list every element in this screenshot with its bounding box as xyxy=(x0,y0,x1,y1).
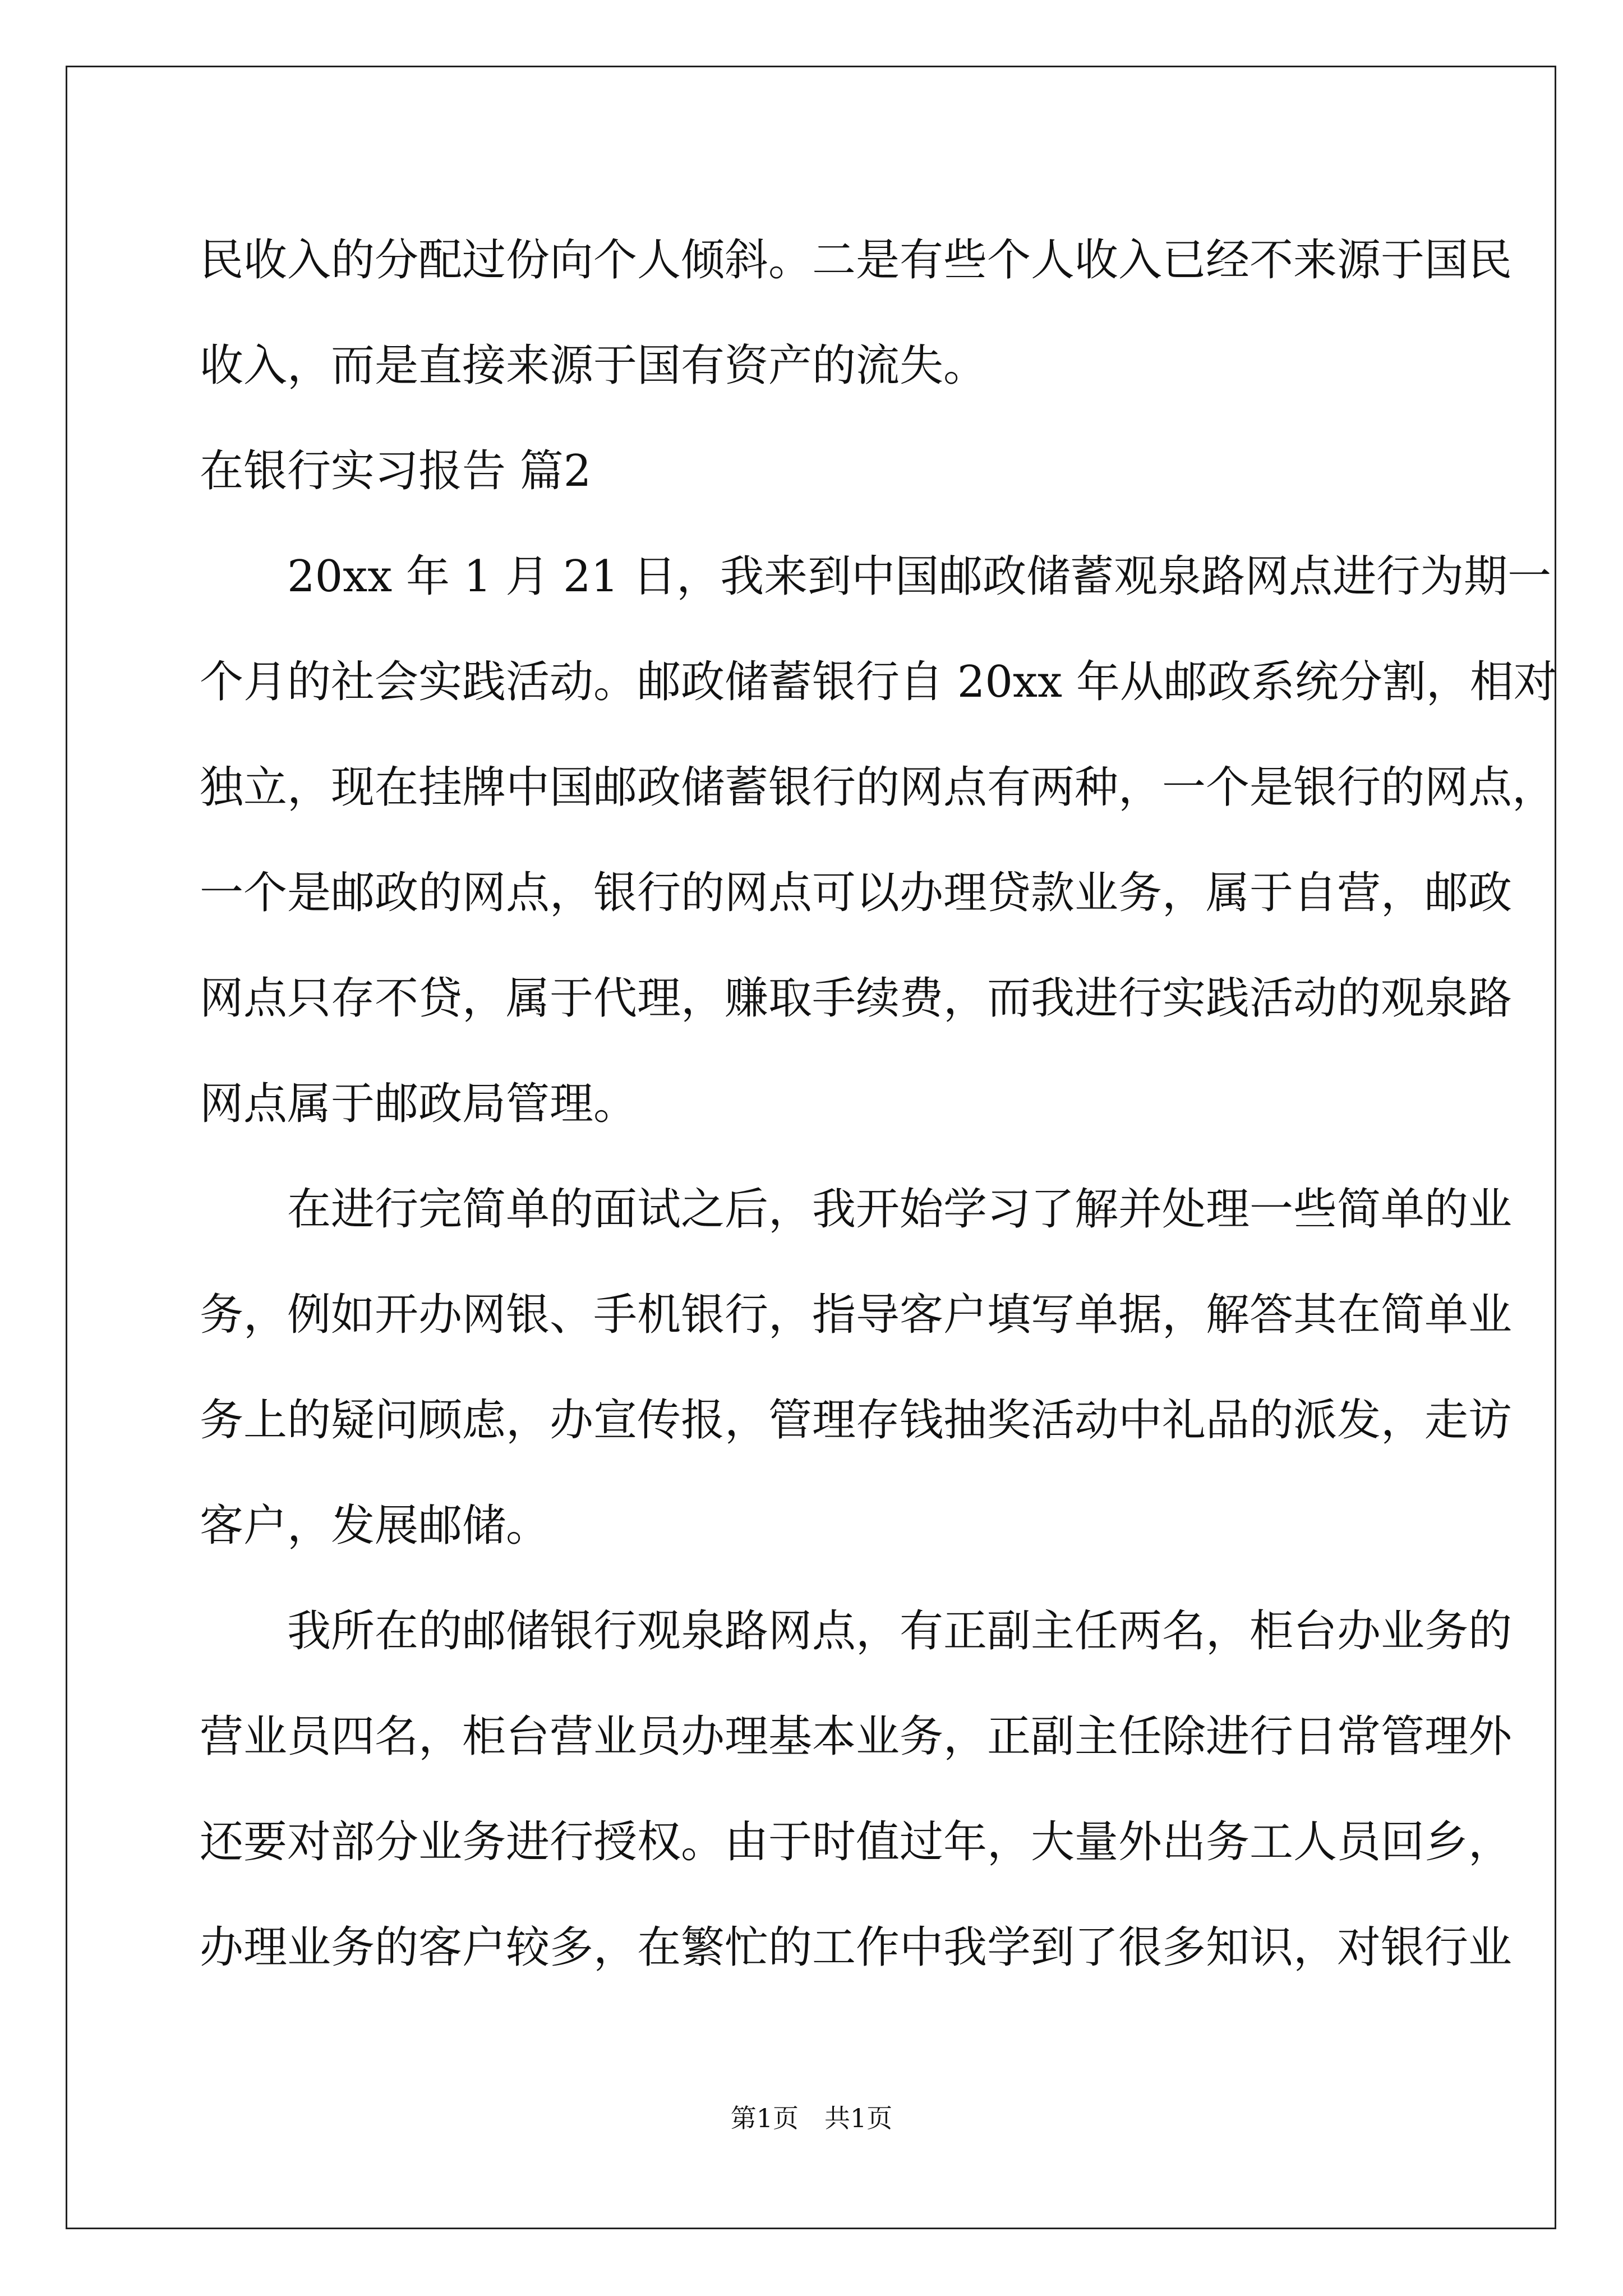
text-line: 还要对部分业务进行授权。由于时值过年，大量外出务工人员回乡， xyxy=(200,1817,1513,1867)
section-heading: 在银行实习报告 篇2 xyxy=(200,446,592,496)
text-line: 一个是邮政的网点，银行的网点可以办理贷款业务，属于自营，邮政 xyxy=(200,868,1513,918)
text-line: 办理业务的客户较多，在繁忙的工作中我学到了很多知识，对银行业 xyxy=(200,1922,1513,1973)
text-line: 务，例如开办网银、手机银行，指导客户填写单据，解答其在简单业 xyxy=(200,1290,1513,1340)
text-line: 网点属于邮政局管理。 xyxy=(200,1079,638,1129)
page-footer: 第1页 共1页 xyxy=(730,2103,893,2133)
text-line: 民收入的分配过份向个人倾斜。二是有些个人收入已经不来源于国民 xyxy=(200,235,1513,286)
text-line: 客户，发展邮储。 xyxy=(200,1501,550,1551)
text-line: 营业员四名，柜台营业员办理基本业务，正副主任除进行日常管理外 xyxy=(200,1711,1513,1762)
text-line: 在进行完简单的面试之后，我开始学习了解并处理一些简单的业 xyxy=(287,1184,1513,1235)
text-line: 收入，而是直接来源于国有资产的流失。 xyxy=(200,341,988,391)
document-body xyxy=(200,208,1557,2000)
text-line: 务上的疑问顾虑，办宣传报，管理存钱抽奖活动中礼品的派发，走访 xyxy=(200,1395,1513,1446)
text-line: 我所在的邮储银行观泉路网点，有正副主任两名，柜台办业务的 xyxy=(287,1606,1513,1657)
text-line: 网点只存不贷，属于代理，赚取手续费，而我进行实践活动的观泉路 xyxy=(200,973,1513,1024)
text-line: 独立，现在挂牌中国邮政储蓄银行的网点有两种，一个是银行的网点， xyxy=(200,762,1556,813)
text-line: 个月的社会实践活动。邮政储蓄银行自 20xx 年从邮政系统分割，相对 xyxy=(200,657,1557,707)
text-line: 20xx 年 1 月 21 日，我来到中国邮政储蓄观泉路网点进行为期一 xyxy=(287,551,1552,602)
